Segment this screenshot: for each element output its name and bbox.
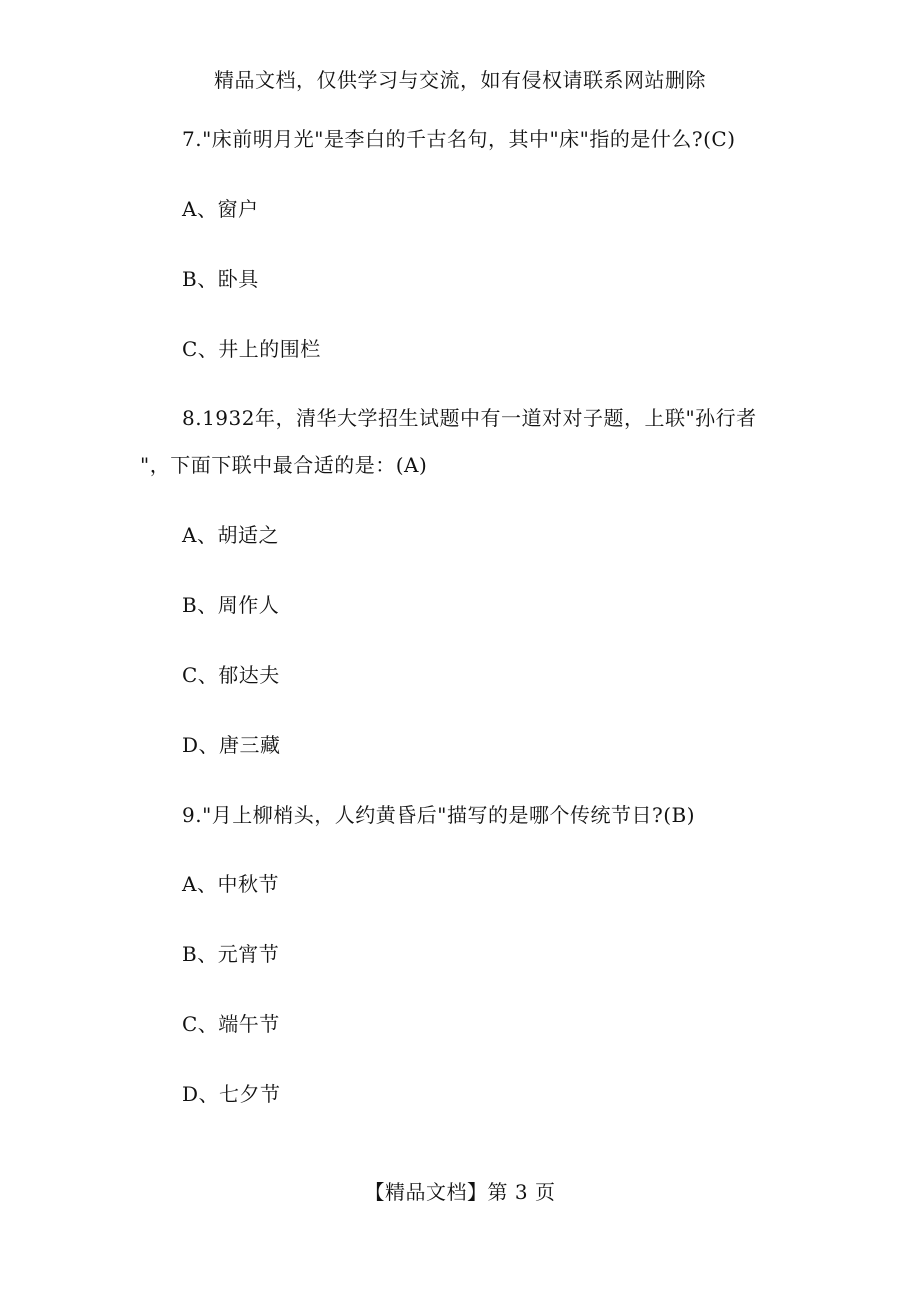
question-8-option-b: B、周作人 <box>182 593 280 617</box>
question-9-text: 9."月上柳梢头，人约黄昏后"描写的是哪个传统节日?(B) <box>182 803 696 827</box>
question-8-text-line-1: 8.1932年，清华大学招生试题中有一道对对子题，上联"孙行者 <box>182 406 757 430</box>
question-8-option-c: C、郁达夫 <box>182 663 280 687</box>
question-9-option-b: B、元宵节 <box>182 942 280 966</box>
question-8-option-a: A、胡适之 <box>182 523 279 547</box>
question-9-option-d: D、七夕节 <box>182 1082 281 1106</box>
question-9-option-c: C、端午节 <box>182 1012 280 1036</box>
page-header: 精品文档，仅供学习与交流，如有侵权请联系网站删除 <box>214 68 706 92</box>
question-9-option-a: A、中秋节 <box>182 872 279 896</box>
question-8-text-line-2: "，下面下联中最合适的是：(A) <box>140 453 428 477</box>
page-footer: 【精品文档】第 3 页 <box>364 1180 556 1204</box>
question-8-option-d: D、唐三藏 <box>182 733 281 757</box>
question-7-option-c: C、井上的围栏 <box>182 337 321 361</box>
question-7-option-a: A、窗户 <box>182 197 259 221</box>
question-7-text: 7."床前明月光"是李白的千古名句，其中"床"指的是什么?(C) <box>182 127 736 151</box>
question-7-option-b: B、卧具 <box>182 267 259 291</box>
